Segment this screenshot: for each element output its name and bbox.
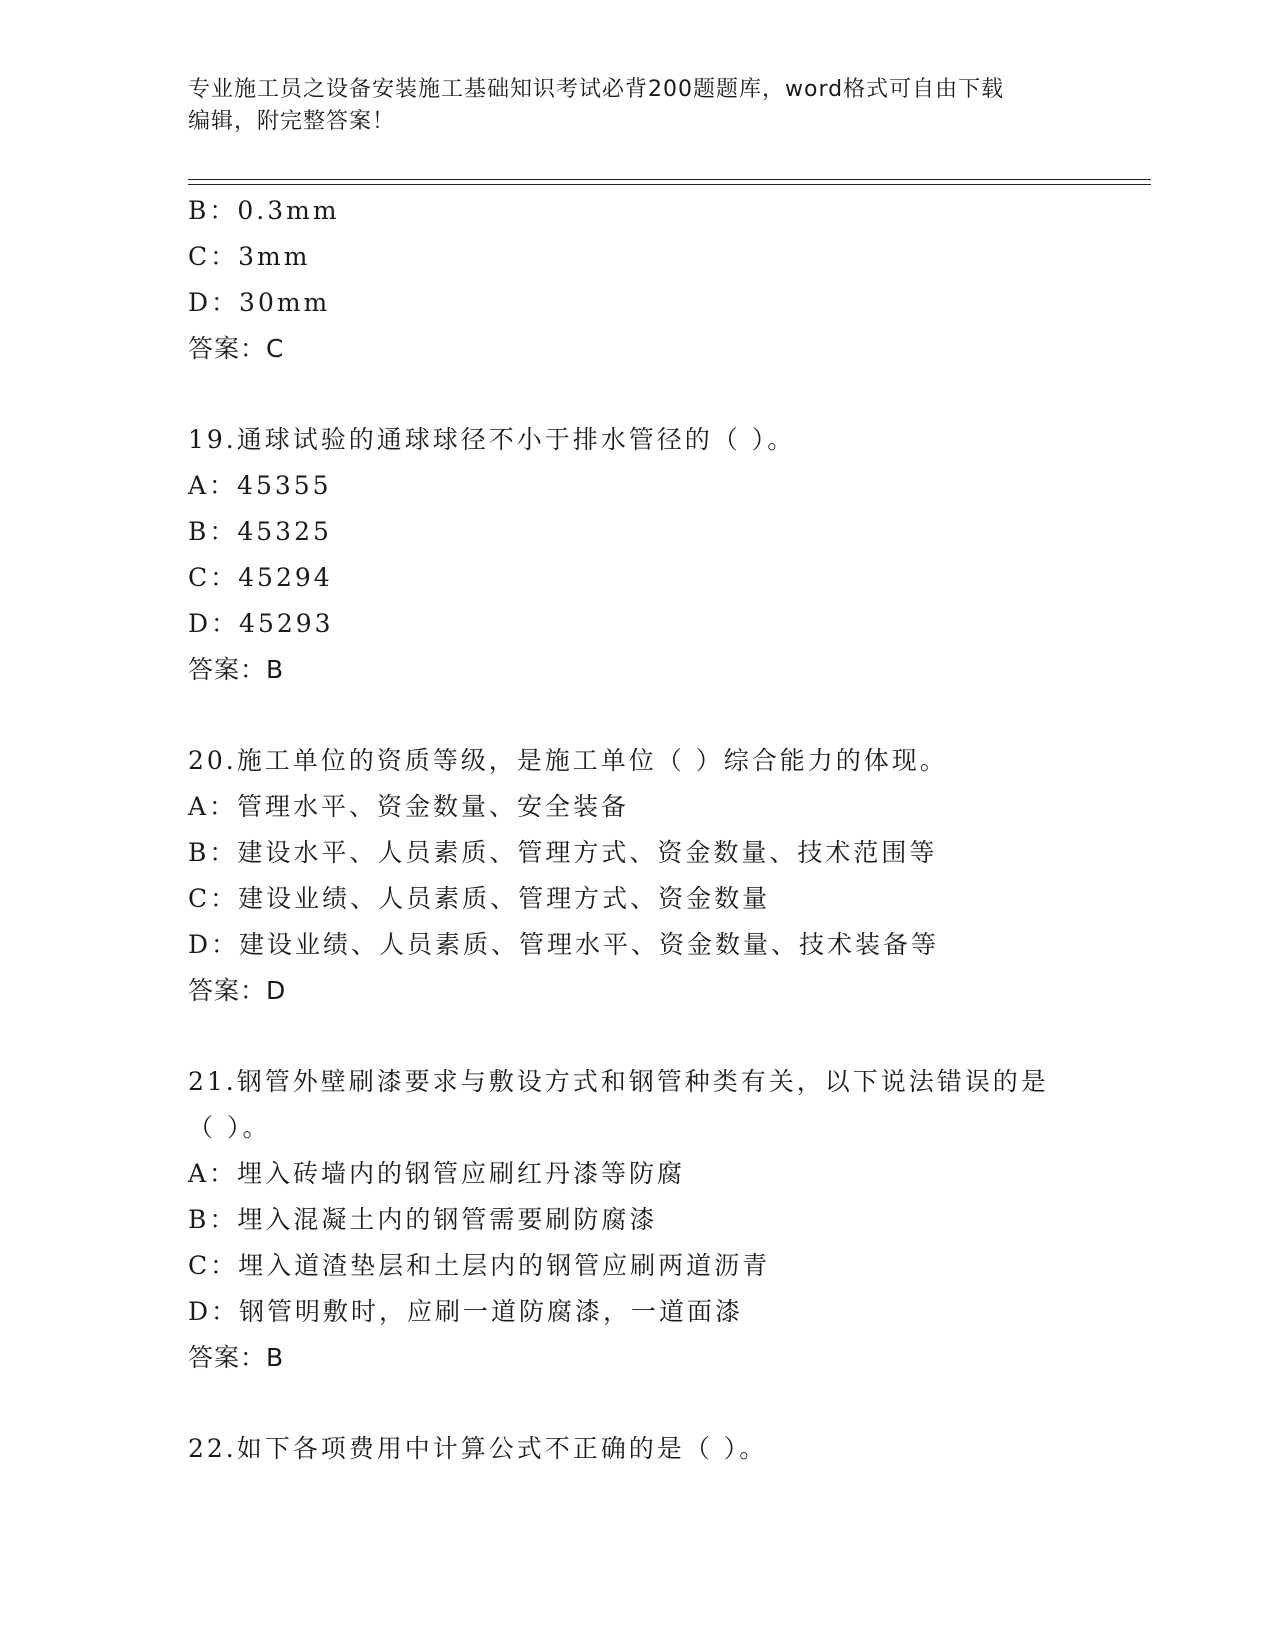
option-a: A：45355 [188,471,332,500]
option-c: C：45294 [188,563,333,592]
option-d: D：钢管明敷时，应刷一道防腐漆，一道面漆 [188,1297,744,1326]
spacer [188,1014,1118,1059]
option-c: C：埋入道渣垫层和土层内的钢管应刷两道沥青 [188,1251,771,1280]
spacer [188,1381,1118,1426]
option-d: D：30mm [188,288,331,317]
answer-line: 答案：B [188,655,285,684]
answer-line: 答案：C [188,334,285,363]
question-text: 20.施工单位的资质等级，是施工单位（ ）综合能力的体现。 [188,746,948,775]
document-header [188,74,1068,138]
option-d: D：45293 [188,609,334,638]
header-divider-top [188,179,1151,180]
header-title-line-1: 专业施工员之设备安装施工基础知识考试必背200题题库，word格式可自由下载 [188,77,1005,102]
question-text-line-2: （ ）。 [188,1113,271,1142]
header-divider-bottom [188,184,1151,185]
option-a: A：埋入砖墙内的钢管应刷红丹漆等防腐 [188,1159,686,1188]
question-20 [188,738,1118,1014]
option-b: B：建设水平、人员素质、管理方式、资金数量、技术范围等 [188,838,938,867]
option-b: B：埋入混凝土内的钢管需要刷防腐漆 [188,1205,658,1234]
option-c: C：建设业绩、人员素质、管理方式、资金数量 [188,884,771,913]
option-d: D：建设业绩、人员素质、管理水平、资金数量、技术装备等 [188,930,940,959]
question-text-line-1: 21.钢管外壁刷漆要求与敷设方式和钢管种类有关，以下说法错误的是 [188,1067,1049,1096]
answer-line: 答案：D [188,976,287,1005]
question-text: 22.如下各项费用中计算公式不正确的是（ ）。 [188,1434,768,1463]
answer-line: 答案：B [188,1343,285,1372]
option-c: C：3mm [188,242,311,271]
option-a: A：管理水平、资金数量、安全装备 [188,792,630,821]
spacer [188,693,1118,738]
option-b: B：45325 [188,517,332,546]
question-18-continued [188,188,1118,372]
header-title-line-2: 编辑，附完整答案！ [188,109,396,134]
question-21 [188,1059,1118,1381]
option-b: B：0.3mm [188,196,340,225]
question-text: 19.通球试验的通球球径不小于排水管径的（ ）。 [188,425,796,454]
question-list [188,188,1118,1472]
question-19 [188,417,1118,693]
spacer [188,372,1118,417]
question-22 [188,1426,1118,1472]
